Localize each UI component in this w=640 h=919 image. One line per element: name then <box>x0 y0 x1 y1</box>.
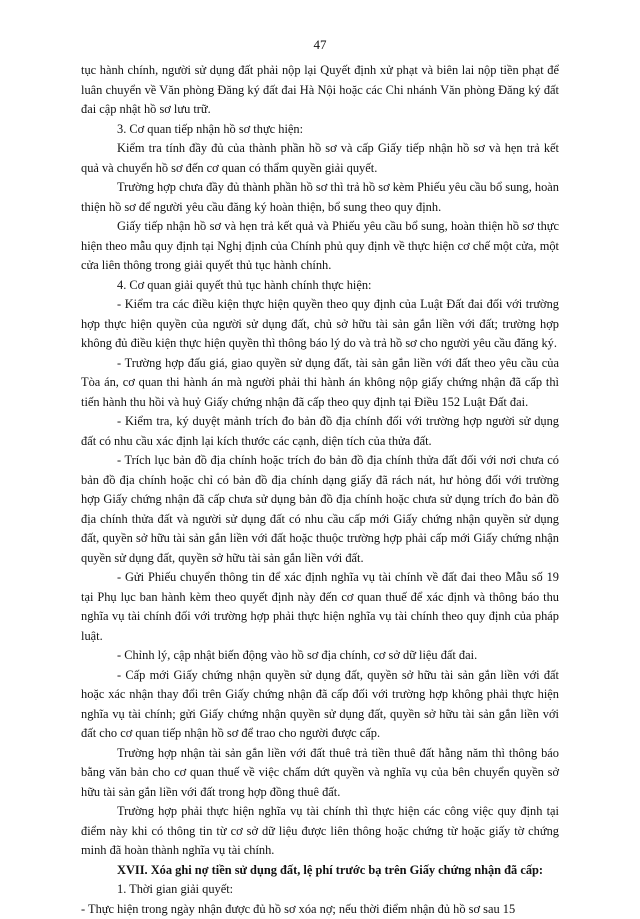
paragraph: - Kiểm tra, ký duyệt mảnh trích đo bản đồ địa chính đối với trường hợp người sử dụng đất có nhu cầu xác định lại kích thước các cạnh, diện tích của thửa đất. <box>81 412 559 451</box>
paragraph: 1. Thời gian giải quyết: <box>81 880 559 900</box>
paragraph: Trường hợp phải thực hiện nghĩa vụ tài chính thì thực hiện các công việc quy định tại điểm này khi có thông tin từ cơ sở dữ liệu được liên thông hoặc chứng từ hoặc giấy tờ chứng minh đã hoàn thành nghĩa vụ tài chính. <box>81 802 559 861</box>
paragraph: Giấy tiếp nhận hồ sơ và hẹn trả kết quả và Phiếu yêu cầu bổ sung, hoàn thiện hồ sơ thực hiện theo mẫu quy định tại Nghị định của Chính phủ quy định về thực hiện cơ chế một cửa, một cửa liên thông trong giải quyết thủ tục hành chính. <box>81 217 559 276</box>
paragraph: 4. Cơ quan giải quyết thủ tục hành chính thực hiện: <box>81 276 559 296</box>
paragraph: - Kiểm tra các điều kiện thực hiện quyền theo quy định của Luật Đất đai đối với trường hợp thực hiện quyền của người sử dụng đất, chủ sở hữu tài sản gắn liền với đất; trường hợp không đủ điều kiện thực hiện quyền thì thông báo lý do và trả hồ sơ cho người yêu cầu đăng ký. <box>81 295 559 354</box>
paragraph: - Trường hợp đấu giá, giao quyền sử dụng đất, tài sản gắn liền với đất theo yêu cầu của Tòa án, cơ quan thi hành án mà người phải thi hành án không nộp giấy chứng nhận đã cấp thì tiến hành thu hồi và huỷ Giấy chứng nhận đã cấp theo quy định tại Điều 152 Luật Đất đai. <box>81 354 559 413</box>
document-body <box>81 61 559 919</box>
paragraph: tục hành chính, người sử dụng đất phải nộp lại Quyết định xử phạt và biên lai nộp tiền phạt để luân chuyển về Văn phòng Đăng ký đất đai Hà Nội hoặc các Chi nhánh Văn phòng Đăng ký đất đai cập nhật hồ sơ lưu trữ. <box>81 61 559 120</box>
paragraph: - Chỉnh lý, cập nhật biến động vào hồ sơ địa chính, cơ sở dữ liệu đất đai. <box>81 646 559 666</box>
page-number: 47 <box>0 35 640 55</box>
paragraph: - Cấp mới Giấy chứng nhận quyền sử dụng đất, quyền sở hữu tài sản gắn liền với đất hoặc xác nhận thay đổi trên Giấy chứng nhận đã cấp đối với trường hợp không phải thực hiện nghĩa vụ tài chính; gửi Giấy chứng nhận quyền sử dụng đất, quyền sở hữu tài sản gắn liền với đất cho cơ quan tiếp nhận hồ sơ để trao cho người được cấp. <box>81 666 559 744</box>
paragraph: - Thực hiện trong ngày nhận được đủ hồ sơ xóa nợ; nếu thời điểm nhận đủ hồ sơ sau 15 <box>81 900 559 919</box>
paragraph: Trường hợp nhận tài sản gắn liền với đất thuê trả tiền thuê đất hằng năm thì thông báo bằng văn bản cho cơ quan thuế về việc chấm dứt quyền và nghĩa vụ của bên chuyển quyền sở hữu tài sản gắn liền với đất trong hợp đồng thuê đất. <box>81 744 559 803</box>
paragraph: 3. Cơ quan tiếp nhận hồ sơ thực hiện: <box>81 120 559 140</box>
paragraph: Trường hợp chưa đầy đủ thành phần hồ sơ thì trả hồ sơ kèm Phiếu yêu cầu bổ sung, hoàn thiện hồ sơ để người yêu cầu đăng ký hoàn thiện, bổ sung theo quy định. <box>81 178 559 217</box>
paragraph: Kiểm tra tính đầy đủ của thành phần hồ sơ và cấp Giấy tiếp nhận hồ sơ và hẹn trả kết quả và chuyển hồ sơ đến cơ quan có thẩm quyền giải quyết. <box>81 139 559 178</box>
paragraph: - Trích lục bản đồ địa chính hoặc trích đo bản đồ địa chính thửa đất đối với nơi chưa có bản đồ địa chính hoặc chỉ có bản đồ địa chính dạng giấy đã rách nát, hư hỏng đối với trường hợp Giấy chứng nhận đã cấp chưa sử dụng bản đồ địa chính hoặc chưa sử dụng trích đo bản đồ địa chính thửa đất và người sử dụng đất có nhu cầu cấp mới Giấy chứng nhận quyền sử dụng đất, quyền sở hữu tài sản gắn liền với đất hoặc thuộc trường hợp phải cấp mới Giấy chứng nhận quyền sử dụng đất, quyền sở hữu tài sản gắn liền với đất. <box>81 451 559 568</box>
paragraph: - Gửi Phiếu chuyển thông tin để xác định nghĩa vụ tài chính về đất đai theo Mẫu số 19 tại Phụ lục ban hành kèm theo quyết định này đến cơ quan thuế để xác định và thông báo thu nghĩa vụ tài chính đối với trường hợp phải thực hiện nghĩa vụ tài chính theo quy định của pháp luật. <box>81 568 559 646</box>
section-heading: XVII. Xóa ghi nợ tiền sử dụng đất, lệ phí trước bạ trên Giấy chứng nhận đã cấp: <box>81 861 559 881</box>
